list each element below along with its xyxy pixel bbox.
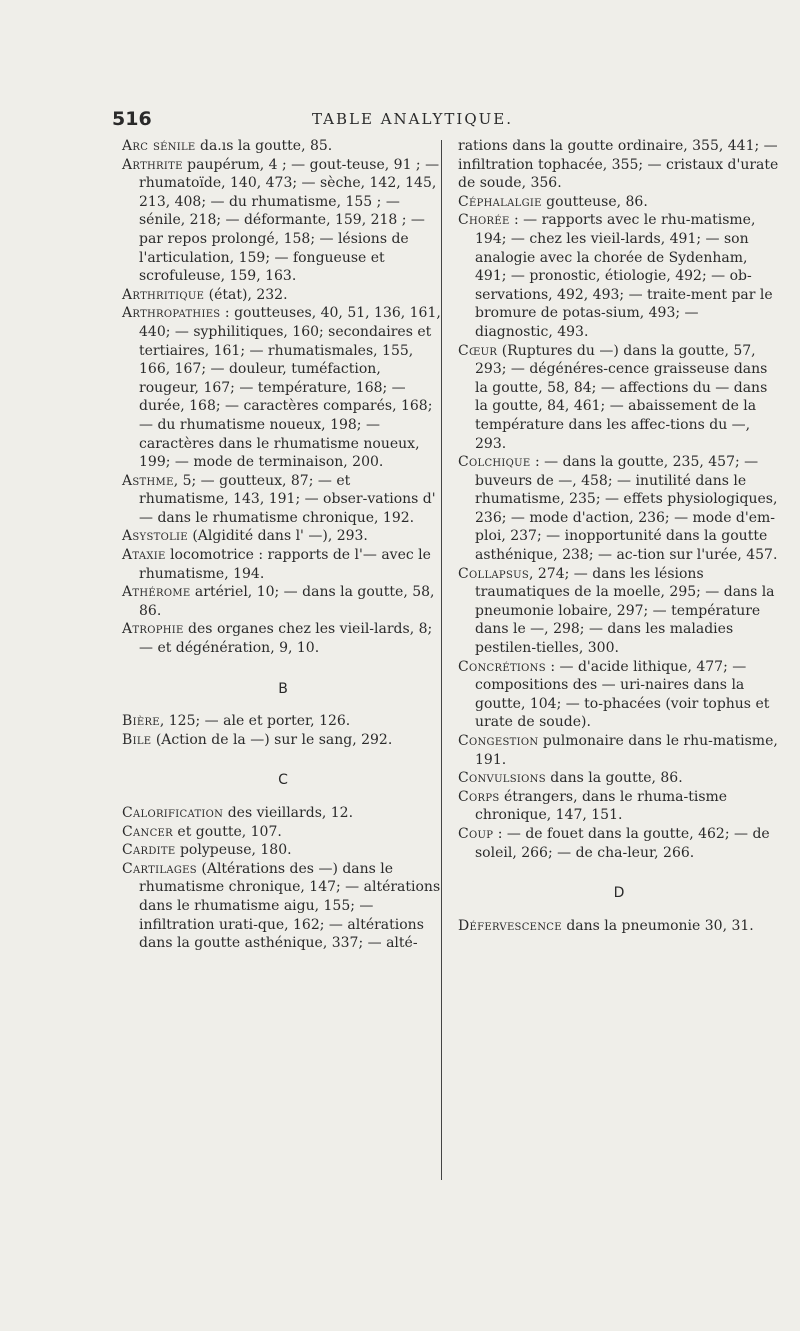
entry-headword: Corps: [458, 788, 500, 805]
entry-headword: Arc sénile: [122, 138, 196, 154]
entry-text: (Ruptures du —) dans la goutte, 57, 293; — dégénéres-cence graisseuse dans la goutte, 58, 84; — affections du — dans la goutte, 84, 461; — abaissement de la température dans les affec-tions du —, 293.: [475, 342, 768, 452]
entry-text: et goutte, 107.: [172, 823, 282, 840]
entry-text: dans la pneumonie 30, 31.: [561, 917, 754, 934]
entry-headword: Collapsus: [458, 565, 529, 582]
index-entry: [122, 804, 444, 823]
entry-text: : goutteuses, 40, 51, 136, 161, 440; — syphilitiques, 160; secondaires et tertiaires, 161; — rhumatismales, 155, 166, 167; — douleur, tuméfaction, rougeur, 167; — température, 168; — durée, 168; — caractères comparés, 168; — du rhumatisme noueux, 198; — caractères dans le rhumatisme noueux, 199; — mode de terminaison, 200.: [139, 305, 441, 471]
column-divider: [441, 140, 442, 1180]
left-column: [122, 137, 444, 953]
entry-text: (Algidité dans l' —), 293.: [187, 528, 368, 545]
entry-text: paupérum, 4 ; — gout-teuse, 91 ; — rhumatoïde, 140, 473; — sèche, 142, 145, 213, 408; — du rhumatisme, 155 ; — sénile, 218; — déformante, 159, 218 ; — par repos prolongé, 158; — lésions de l'articulation, 159; — fongueuse et scrofuleuse, 159, 163.: [139, 156, 440, 285]
entry-text: da.ıs la goutte, 85.: [195, 138, 333, 154]
entry-text: pulmonaire dans le rhu-matisme, 191.: [475, 733, 778, 768]
index-entry: [122, 286, 444, 305]
entry-headword: Cartilages: [122, 860, 197, 877]
index-entry: [122, 156, 444, 286]
section-letter-c: C: [278, 772, 288, 789]
index-entry: [122, 527, 444, 546]
entry-headword: Bière: [122, 713, 160, 730]
index-entry: [458, 732, 780, 769]
entry-text: , 5; — goutteux, 87; — et rhumatisme, 143, 191; — obser-vations d' — dans le rhumatisme chronique, 192.: [139, 472, 436, 526]
entry-headword: Ataxie: [122, 547, 166, 564]
entry-headword: Asystolie: [122, 528, 188, 545]
index-entry: [122, 583, 444, 620]
section-letter-d: D: [613, 885, 625, 902]
index-entry: [122, 620, 444, 657]
entry-text: artériel, 10; — dans la goutte, 58, 86.: [139, 584, 435, 619]
entry-text: locomotrice : rapports de l'— avec le rhumatisme, 194.: [139, 547, 431, 582]
entry-text: : — dans la goutte, 235, 457; — buveurs de —, 458; — inutilité dans le rhumatisme, 235; — effets physiologiques, 236; — mode d'action, 236; — mode d'em-ploi, 237; — inopportunité dans la goutte asthénique, 238; — ac-tion sur l'urée, 457.: [475, 454, 778, 564]
entry-text: étrangers, dans le rhuma-tisme chronique, 147, 151.: [475, 788, 728, 824]
index-entry: [458, 769, 780, 788]
index-entry: [458, 788, 780, 825]
index-entry: [458, 453, 780, 565]
index-entry: [122, 731, 444, 750]
entry-headword: Concrétions: [458, 658, 546, 675]
index-entry: [122, 860, 444, 953]
entry-headword: Défervescence: [458, 917, 562, 934]
entry-text: polypeuse, 180.: [175, 842, 292, 859]
section-letter-b: B: [278, 680, 288, 697]
running-title: TABLE ANALYTIQUE.: [312, 110, 513, 128]
index-entry: [122, 823, 444, 842]
entry-text: (Action de la —) sur le sang, 292.: [151, 731, 393, 748]
entry-headword: Convulsions: [458, 770, 546, 787]
entry-headword: Chorée: [458, 212, 510, 229]
entry-headword: Céphalalgie: [458, 193, 542, 210]
entry-text: : — rapports avec le rhu-matisme, 194; — chez les vieil-lards, 491; — son analogie avec la chorée de Sydenham, 491; — pronostic, étiologie, 492; — ob-servations, 492, 493; — traite-ment par le bromure de potas-sium, 493; — diagnostic, 493.: [475, 212, 773, 340]
index-entry: [122, 137, 444, 156]
entry-text: dans la goutte, 86.: [545, 770, 683, 787]
entry-text: : — de fouet dans la goutte, 462; — de soleil, 266; — de cha-leur, 266.: [475, 825, 770, 861]
entry-headword: Arthrite: [122, 156, 183, 173]
entry-text: goutteuse, 86.: [541, 193, 648, 210]
index-entry: [122, 712, 444, 731]
entry-text: (état), 232.: [204, 286, 288, 303]
index-entry: [122, 472, 444, 528]
entry-headword: Colchique: [458, 454, 531, 471]
entry-headword: Cœur: [458, 342, 498, 359]
continued-entry-text: rations dans la goutte ordinaire, 355, 441; — infiltration tophacée, 355; — cristaux d'urate de soude, 356.: [458, 138, 779, 192]
entry-headword: Arthritique: [122, 286, 205, 303]
entry-headword: Atrophie: [122, 621, 184, 638]
entry-text: (Altérations des —) dans le rhumatisme chronique, 147; — altérations dans le rhumatisme aigu, 155; — infiltration urati-que, 162; — altérations dans la goutte asthénique, 337; — alté-: [139, 860, 441, 952]
entry-headword: Athérome: [122, 584, 191, 601]
index-entry: [122, 841, 444, 860]
index-entry: [458, 917, 780, 936]
entry-headword: Coup: [458, 825, 494, 842]
entry-headword: Cancer: [122, 823, 173, 840]
entry-text: , 125; — ale et porter, 126.: [159, 713, 351, 730]
index-entry: [122, 304, 444, 471]
index-entry: [458, 342, 780, 454]
entry-headword: Cardite: [122, 842, 176, 859]
entry-text: des vieillards, 12.: [223, 805, 354, 821]
entry-headword: Asthme: [122, 472, 174, 489]
entry-headword: Bile: [122, 731, 152, 748]
index-entry: [458, 211, 780, 341]
index-entry: [122, 546, 444, 583]
entry-headword: Arthropathies: [122, 305, 221, 322]
index-entry: [458, 565, 780, 658]
entry-headword: Calorification: [122, 805, 224, 821]
index-entry: [458, 193, 780, 212]
index-entry: [458, 825, 780, 862]
entry-text: , 274; — dans les lésions traumatiques de la moelle, 295; — dans la pneumonie lobaire, 297; — température dans le —, 298; — dans les maladies pestilen-tielles, 300.: [475, 565, 775, 657]
page-header: [112, 108, 680, 132]
entry-text: des organes chez les vieil-lards, 8; — et dégénération, 9, 10.: [139, 621, 433, 657]
entry-text: : — d'acide lithique, 477; — compositions des — uri-naires dans la goutte, 104; — to-phacées (voir tophus et urate de soude).: [475, 658, 770, 731]
right-column: [458, 137, 780, 935]
index-entry: [458, 658, 780, 732]
page-number: 516: [112, 108, 152, 130]
entry-headword: Congestion: [458, 733, 539, 749]
